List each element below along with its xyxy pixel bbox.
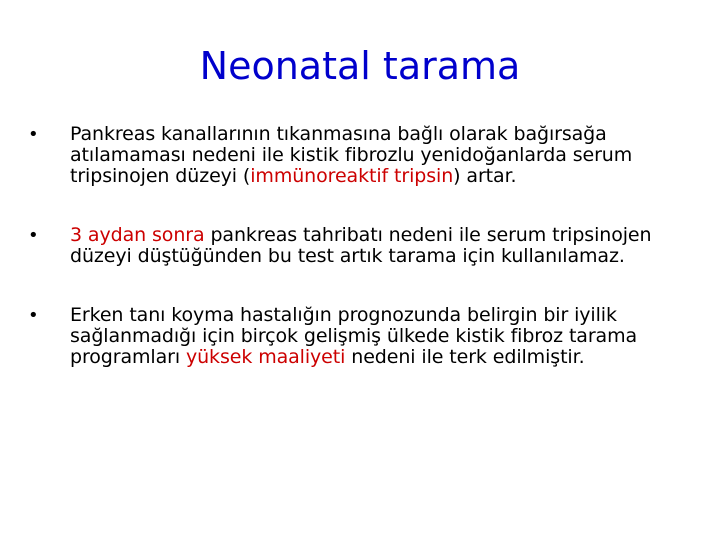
bullet-item: [28, 124, 678, 187]
bullet-highlight: immünoreaktif tripsin: [250, 165, 454, 187]
bullet-highlight: yüksek maaliyeti: [185, 346, 346, 368]
bullet-dot-icon: •: [28, 124, 39, 145]
bullet-text: Pankreas kanallarının tıkanmasına bağlı olarak bağırsağa atılamaması nedeni ile kistik fibrozlu yenidoğanlarda serum tripsinojen düzeyi (: [70, 123, 633, 187]
bullet-dot-icon: •: [28, 225, 39, 246]
bullet-highlight: 3 aydan sonra: [70, 224, 205, 246]
bullet-text: Erken tanı koyma hastalığın prognozunda belirgin bir iyilik sağlanmadığı için birçok gelişmiş ülkede kistik fibroz tarama programları: [70, 304, 638, 368]
bullet-dot-icon: •: [28, 305, 39, 326]
bullet-item: [28, 305, 678, 368]
bullet-text: pankreas tahribatı nedeni ile serum tripsinojen düzeyi düştüğünden bu test artık tarama için kullanılamaz.: [70, 224, 652, 267]
bullet-list: [28, 124, 678, 368]
bullet-text: ) artar.: [453, 165, 517, 187]
slide-title: Neonatal tarama: [199, 44, 521, 88]
bullet-text: nedeni ile terk edilmiştir.: [345, 346, 585, 368]
bullet-item: [28, 225, 678, 267]
